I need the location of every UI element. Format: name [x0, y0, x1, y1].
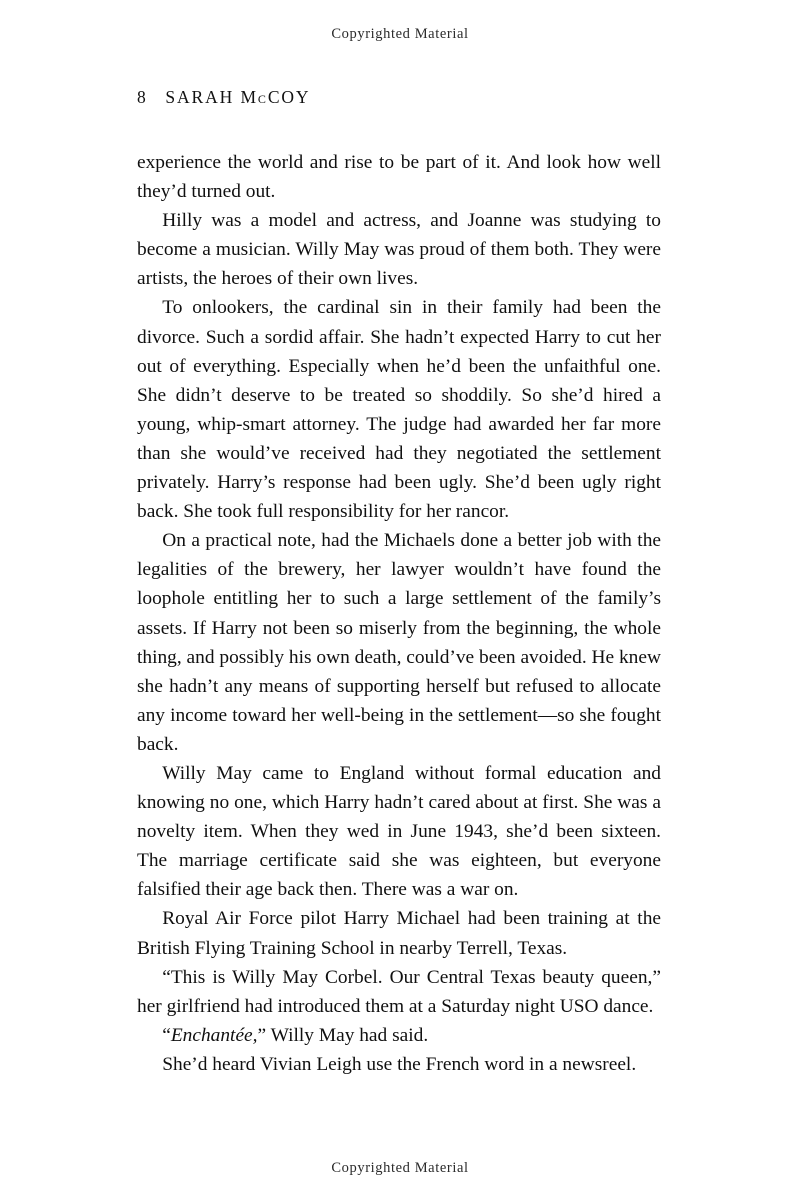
paragraph: Royal Air Force pilot Harry Michael had been training at the British Flying Training School in nearby Terrell, Texas. [137, 908, 661, 959]
paragraph: To onlookers, the cardinal sin in their family had been the divorce. Such a sordid affair. She hadn’t expected Harry to cut her out of everything. Especially when he’d been the unfaithful one. She didn’t deserve to be treated so shoddily. So she’d hired a young, whip-smart attorney. The judge had awarded her far more than she would’ve received had they negotiated the settlement privately. Harry’s response had been ugly. She’d been ugly right back. She took full responsibility for her rancor. [137, 297, 661, 523]
paragraph: Hilly was a model and actress, and Joanne was studying to become a musician. Willy May was proud of them both. They were artists, the heroes of their own lives. [137, 210, 661, 290]
quote-open: “ [162, 1024, 171, 1046]
french-word: Enchantée, [170, 1024, 258, 1046]
paragraph: experience the world and rise to be part of it. And look how well they’d turned out. [137, 152, 661, 203]
copyright-notice-top: Copyrighted Material [331, 26, 469, 42]
paragraph: “This is Willy May Corbel. Our Central Texas beauty queen,” her girlfriend had introduced them at a Saturday night USO dance. [137, 966, 661, 1017]
running-head [137, 87, 310, 108]
paragraph: On a practical note, had the Michaels done a better job with the legalities of the brewery, her lawyer wouldn’t have found the loophole entitling her to such a large settlement of the family’s assets. If Harry not been so miserly from the beginning, the whole thing, and possibly his own death, could’ve been avoided. He knew she hadn’t any means of supporting herself but refused to allocate any income toward her well-being in the settlement—so she fought back. [137, 530, 661, 755]
copyright-notice-bottom: Copyrighted Material [331, 1160, 469, 1176]
page-number: 8 [137, 87, 148, 107]
quote-close: ” Willy May had said. [257, 1024, 429, 1046]
body-text [137, 148, 661, 1079]
paragraph-dialogue [137, 1021, 661, 1050]
paragraph: Willy May came to England without formal education and knowing no one, which Harry hadn’t cared about at first. She was a novelty item. When they wed in June 1943, she’d been sixteen. The marriage certificate said she was eighteen, but everyone falsified their age back then. There was a war on. [137, 762, 661, 901]
author-name: SARAH McCOY [165, 87, 311, 107]
paragraph: She’d heard Vivian Leigh use the French word in a newsreel. [162, 1053, 637, 1075]
